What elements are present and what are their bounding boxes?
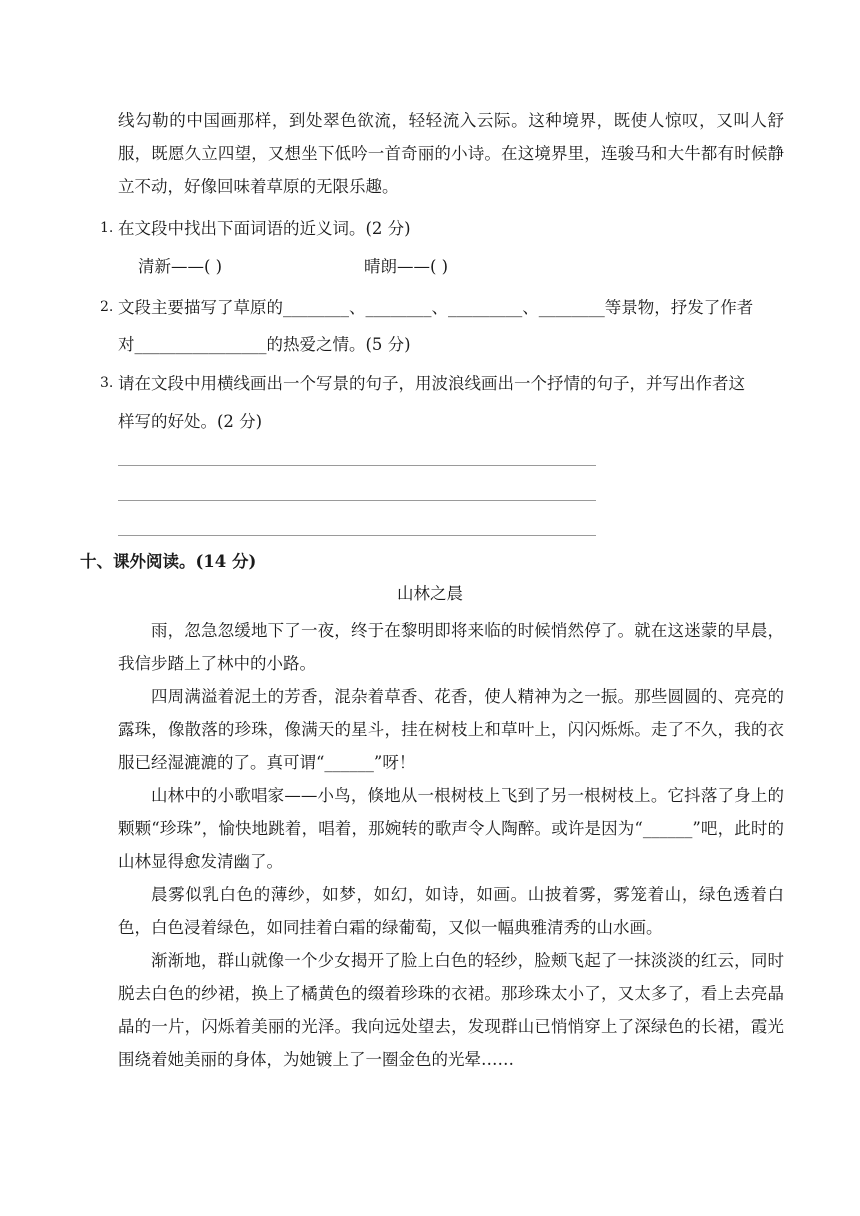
article-paragraph-3: 山林中的小歌唱家——小鸟，倏地从一根树枝上飞到了另一根树枝上。它抖落了身上的颗颗“珍珠”，愉快地跳着，唱着，那婉转的歌声令人陶醉。或许是因为“______”吧，此时的山林显得愈发清幽了。 [118, 786, 784, 871]
answer-line-1[interactable] [118, 465, 596, 466]
answer-line-2[interactable] [118, 500, 596, 501]
article-paragraph-1: 雨，忽急忽缓地下了一夜，终于在黎明即将来临的时候悄然停了。就在这迷蒙的早晨，我信步踏上了林中的小路。 [118, 621, 784, 673]
section-title: 十、课外阅读。(14 分) [80, 552, 257, 571]
intro-paragraph: 线勾勒的中国画那样，到处翠色欲流，轻轻流入云际。这种境界，既使人惊叹，又叫人舒服，既愿久立四望，又想坐下低吟一首奇丽的小诗。在这境界里，连骏马和大牛都有时候静立不动，好像回味着草原的无限乐趣。 [118, 111, 784, 196]
article-paragraph-4: 晨雾似乳白色的薄纱，如梦，如幻，如诗，如画。山披着雾，雾笼着山，绿色透着白色，白色浸着绿色，如同挂着白霜的绿葡萄，又似一幅典雅清秀的山水画。 [118, 885, 784, 937]
question-2-line-1[interactable]: 文段主要描写了草原的________、________、_________、________等景物，抒发了作者 [118, 298, 754, 317]
question-3-line-1: 请在文段中用横线画出一个写景的句子，用波浪线画出一个抒情的句子，并写出作者这 [118, 374, 745, 393]
question-1-text: 在文段中找出下面词语的近义词。(2 分) [118, 219, 411, 238]
article-paragraph-5: 渐渐地，群山就像一个少女揭开了脸上白色的轻纱，脸颊飞起了一抹淡淡的红云，同时脱去白色的纱裙，换上了橘黄色的缀着珍珠的衣裙。那珍珠太小了，又太多了，看上去亮晶晶的一片，闪烁着美丽的光泽。我向远处望去，发现群山已悄悄穿上了深绿色的长裙，霞光围绕着她美丽的身体，为她镀上了一圈金色的光晕…… [118, 951, 784, 1069]
synonym-blank-1[interactable]: 清新——( ) [138, 257, 223, 276]
question-2-number: 2. [100, 299, 114, 315]
question-2-line-2[interactable]: 对________________的热爱之情。(5 分) [118, 335, 411, 354]
answer-line-3[interactable] [118, 535, 596, 536]
synonym-blank-2[interactable]: 晴朗——( ) [364, 257, 449, 276]
article-title: 山林之晨 [397, 584, 463, 603]
article-paragraph-2: 四周满溢着泥土的芳香，混杂着草香、花香，使人精神为之一振。那些圆圆的、亮亮的露珠，像散落的珍珠，像满天的星斗，挂在树枝上和草叶上，闪闪烁烁。走了不久，我的衣服已经湿漉漉的了。真可谓“______”呀！ [118, 687, 784, 772]
question-3-number: 3. [100, 375, 114, 391]
question-3-line-2: 样写的好处。(2 分) [118, 412, 263, 431]
question-1-number: 1. [100, 220, 114, 236]
article-body [118, 614, 784, 1076]
